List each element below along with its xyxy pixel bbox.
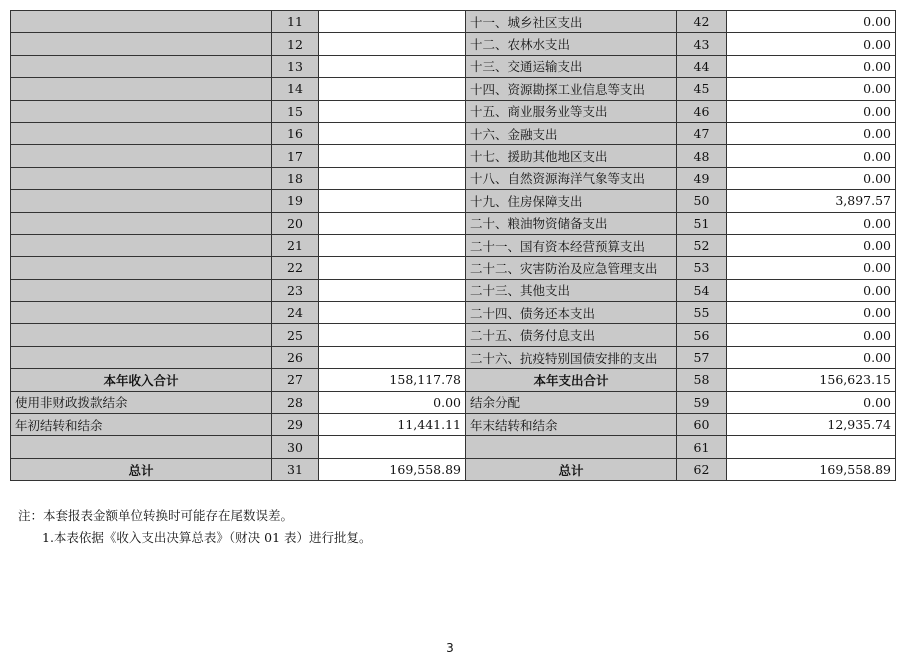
right-row-number: 44: [677, 55, 727, 77]
left-item-name: [11, 279, 272, 301]
table-row: [11, 122, 896, 144]
left-amount: [319, 190, 466, 212]
left-amount: [319, 346, 466, 368]
right-item-name: 二十、粮油物资储备支出: [466, 212, 677, 234]
right-row-number: 59: [677, 391, 727, 413]
right-item-name: 十一、城乡社区支出: [466, 11, 677, 33]
left-row-number: 12: [272, 33, 319, 55]
table-row: [11, 346, 896, 368]
budget-table-body: [11, 11, 896, 481]
left-row-number: 20: [272, 212, 319, 234]
right-item-name: 十三、交通运输支出: [466, 55, 677, 77]
left-amount: [319, 122, 466, 144]
right-row-number: 58: [677, 369, 727, 391]
left-row-number: 30: [272, 436, 319, 458]
left-item-name: [11, 346, 272, 368]
right-item-name: 总计: [466, 458, 677, 480]
left-item-name: [11, 302, 272, 324]
right-amount: 0.00: [727, 212, 896, 234]
left-item-name: [11, 78, 272, 100]
left-item-name: [11, 55, 272, 77]
right-row-number: 52: [677, 234, 727, 256]
left-row-number: 21: [272, 234, 319, 256]
right-item-name: 十六、金融支出: [466, 122, 677, 144]
page-number: 3: [446, 641, 454, 655]
table-row: [11, 391, 896, 413]
left-amount: 0.00: [319, 391, 466, 413]
right-amount: 0.00: [727, 279, 896, 301]
left-row-number: 17: [272, 145, 319, 167]
left-row-number: 11: [272, 11, 319, 33]
right-amount: 3,897.57: [727, 190, 896, 212]
table-row: [11, 369, 896, 391]
right-amount: 0.00: [727, 324, 896, 346]
right-row-number: 45: [677, 78, 727, 100]
left-item-name: [11, 257, 272, 279]
left-row-number: 24: [272, 302, 319, 324]
table-row: [11, 190, 896, 212]
right-row-number: 51: [677, 212, 727, 234]
right-item-name: 二十二、灾害防治及应急管理支出: [466, 257, 677, 279]
right-row-number: 47: [677, 122, 727, 144]
table-row: [11, 11, 896, 33]
table-row: [11, 212, 896, 234]
table-row: [11, 145, 896, 167]
left-amount: [319, 279, 466, 301]
left-item-name: [11, 436, 272, 458]
table-row: [11, 279, 896, 301]
right-amount: 0.00: [727, 11, 896, 33]
left-amount: [319, 234, 466, 256]
right-amount: 0.00: [727, 145, 896, 167]
right-amount: 0.00: [727, 391, 896, 413]
right-row-number: 49: [677, 167, 727, 189]
left-item-name: 本年收入合计: [11, 369, 272, 391]
left-amount: [319, 78, 466, 100]
table-row: [11, 78, 896, 100]
right-item-name: 本年支出合计: [466, 369, 677, 391]
left-item-name: [11, 100, 272, 122]
left-row-number: 13: [272, 55, 319, 77]
right-item-name: 二十五、债务付息支出: [466, 324, 677, 346]
right-item-name: 二十三、其他支出: [466, 279, 677, 301]
right-amount: 12,935.74: [727, 414, 896, 436]
left-item-name: [11, 234, 272, 256]
left-amount: [319, 33, 466, 55]
left-item-name: [11, 33, 272, 55]
right-amount: 0.00: [727, 234, 896, 256]
left-amount: 11,441.11: [319, 414, 466, 436]
right-row-number: 61: [677, 436, 727, 458]
left-row-number: 22: [272, 257, 319, 279]
right-amount: 0.00: [727, 346, 896, 368]
right-row-number: 60: [677, 414, 727, 436]
left-row-number: 14: [272, 78, 319, 100]
right-row-number: 53: [677, 257, 727, 279]
right-row-number: 54: [677, 279, 727, 301]
table-row: [11, 458, 896, 480]
left-amount: [319, 212, 466, 234]
left-item-name: [11, 167, 272, 189]
left-row-number: 18: [272, 167, 319, 189]
left-row-number: 26: [272, 346, 319, 368]
right-amount: 0.00: [727, 55, 896, 77]
left-amount: [319, 257, 466, 279]
left-row-number: 28: [272, 391, 319, 413]
left-item-name: 年初结转和结余: [11, 414, 272, 436]
right-row-number: 57: [677, 346, 727, 368]
right-item-name: 十八、自然资源海洋气象等支出: [466, 167, 677, 189]
left-row-number: 23: [272, 279, 319, 301]
right-row-number: 55: [677, 302, 727, 324]
left-row-number: 29: [272, 414, 319, 436]
right-row-number: 56: [677, 324, 727, 346]
left-row-number: 16: [272, 122, 319, 144]
left-item-name: [11, 145, 272, 167]
left-amount: [319, 11, 466, 33]
right-amount: 156,623.15: [727, 369, 896, 391]
right-row-number: 42: [677, 11, 727, 33]
right-item-name: 十五、商业服务业等支出: [466, 100, 677, 122]
right-row-number: 62: [677, 458, 727, 480]
left-amount: [319, 145, 466, 167]
right-item-name: 年末结转和结余: [466, 414, 677, 436]
right-amount: 0.00: [727, 167, 896, 189]
left-item-name: [11, 11, 272, 33]
right-amount: 0.00: [727, 100, 896, 122]
left-item-name: [11, 324, 272, 346]
table-row: [11, 324, 896, 346]
left-row-number: 25: [272, 324, 319, 346]
left-amount: 158,117.78: [319, 369, 466, 391]
right-item-name: [466, 436, 677, 458]
table-row: [11, 234, 896, 256]
right-item-name: 二十四、债务还本支出: [466, 302, 677, 324]
table-row: [11, 55, 896, 77]
table-row: [11, 414, 896, 436]
left-item-name: [11, 122, 272, 144]
right-item-name: 十九、住房保障支出: [466, 190, 677, 212]
right-amount: 0.00: [727, 122, 896, 144]
footnote-line-1: 注：本套报表金额单位转换时可能存在尾数误差。: [18, 508, 294, 523]
right-amount: 0.00: [727, 33, 896, 55]
left-item-name: [11, 212, 272, 234]
right-item-name: 十七、援助其他地区支出: [466, 145, 677, 167]
left-amount: [319, 436, 466, 458]
right-item-name: 十二、农林水支出: [466, 33, 677, 55]
left-item-name: 总计: [11, 458, 272, 480]
right-item-name: 结余分配: [466, 391, 677, 413]
left-item-name: [11, 190, 272, 212]
right-item-name: 二十一、国有资本经营预算支出: [466, 234, 677, 256]
right-row-number: 50: [677, 190, 727, 212]
right-amount: [727, 436, 896, 458]
table-row: [11, 33, 896, 55]
left-amount: [319, 55, 466, 77]
right-item-name: 十四、资源勘探工业信息等支出: [466, 78, 677, 100]
left-amount: [319, 302, 466, 324]
left-item-name: 使用非财政拨款结余: [11, 391, 272, 413]
table-row: [11, 257, 896, 279]
left-row-number: 27: [272, 369, 319, 391]
right-row-number: 48: [677, 145, 727, 167]
table-row: [11, 100, 896, 122]
right-amount: 0.00: [727, 257, 896, 279]
left-row-number: 15: [272, 100, 319, 122]
table-row: [11, 167, 896, 189]
left-amount: [319, 167, 466, 189]
left-amount: [319, 100, 466, 122]
table-row: [11, 302, 896, 324]
right-amount: 0.00: [727, 302, 896, 324]
right-row-number: 46: [677, 100, 727, 122]
footnotes: [18, 505, 372, 549]
footnote-line-2: 1.本表依据《收入支出决算总表》（财决 01 表）进行批复。: [42, 530, 372, 545]
right-row-number: 43: [677, 33, 727, 55]
left-row-number: 19: [272, 190, 319, 212]
table-row: [11, 436, 896, 458]
right-item-name: 二十六、抗疫特别国债安排的支出: [466, 346, 677, 368]
right-amount: 169,558.89: [727, 458, 896, 480]
left-amount: [319, 324, 466, 346]
left-amount: 169,558.89: [319, 458, 466, 480]
left-row-number: 31: [272, 458, 319, 480]
right-amount: 0.00: [727, 78, 896, 100]
budget-summary-table: [10, 10, 896, 481]
